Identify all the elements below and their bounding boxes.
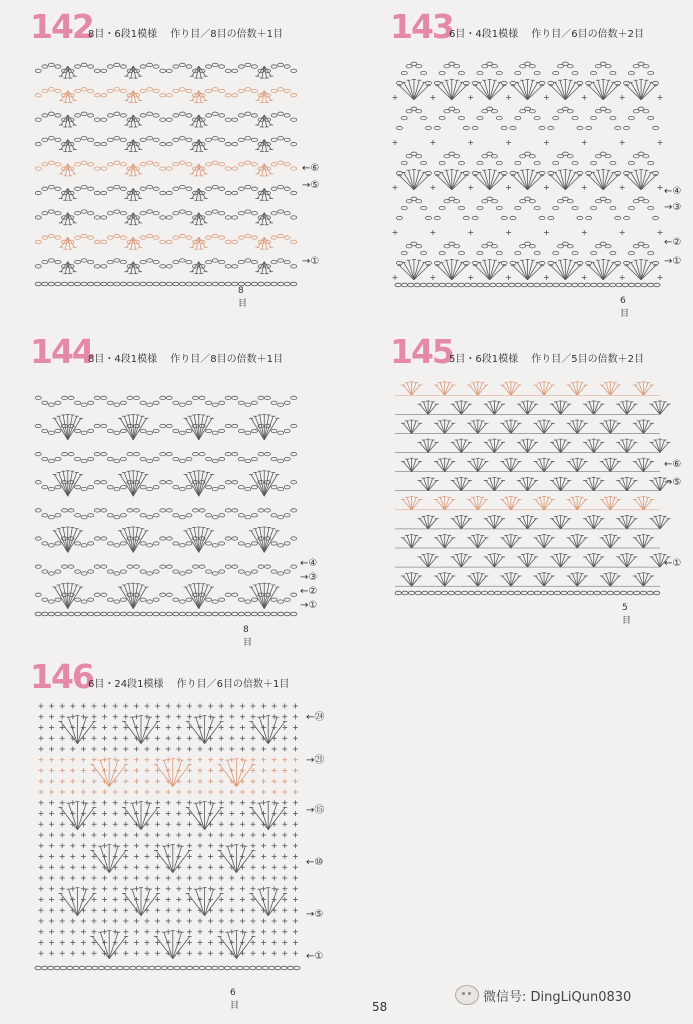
row-marker: →① (664, 256, 682, 267)
page-number: 58 (372, 1000, 388, 1014)
stitch-symbols (35, 700, 300, 970)
row-marker: ←④ (664, 186, 682, 197)
stitch-chart (35, 375, 297, 620)
stitch-chart (395, 45, 660, 290)
row-marker: ←① (306, 951, 324, 962)
row-marker: →① (300, 600, 318, 611)
row-marker: →⑤ (664, 477, 682, 488)
pattern-number: 142 (30, 7, 93, 46)
stitch-chart (35, 50, 297, 290)
stitch-symbols (395, 45, 660, 290)
row-marker: →③ (664, 202, 682, 213)
pattern-spec: 5目・6段1模様 作り目／5目の倍数＋2目 (449, 354, 645, 365)
row-marker: →⑮ (306, 805, 325, 816)
row-marker: ←② (300, 586, 318, 597)
pattern-spec: 8目・4段1模様 作り目／8目の倍数＋1目 (88, 354, 284, 365)
row-marker: ←④ (300, 558, 318, 569)
pattern-spec: 6目・4段1模様 作り目／6目の倍数＋2目 (449, 29, 645, 40)
pattern-number: 144 (30, 332, 93, 371)
watermark-text: 微信号: DingLiQun0830 (483, 989, 632, 1005)
row-marker: ←⑥ (664, 459, 682, 470)
repeat-label: 6目 (620, 296, 630, 319)
stitch-chart (395, 372, 660, 597)
row-marker: →㉑ (306, 755, 325, 766)
repeat-label: 8目 (243, 625, 253, 648)
row-marker: ←⑩ (306, 857, 324, 868)
row-marker: →⑤ (306, 909, 324, 920)
wechat-icon (455, 985, 479, 1005)
pattern-number: 143 (390, 7, 453, 46)
repeat-label: 6目 (230, 988, 240, 1011)
pattern-spec: 6目・24段1模様 作り目／6目の倍数＋1目 (88, 679, 290, 690)
stitch-chart (35, 700, 300, 970)
row-marker: ←② (664, 237, 682, 248)
watermark (455, 985, 631, 1005)
stitch-symbols (35, 375, 297, 620)
repeat-label: 8目 (238, 286, 248, 309)
pattern-number: 145 (390, 332, 453, 371)
stitch-symbols (35, 50, 297, 290)
row-marker: →① (302, 256, 320, 267)
pattern-number: 146 (30, 657, 93, 696)
row-marker: →⑤ (302, 180, 320, 191)
stitch-symbols (395, 372, 660, 597)
repeat-label: 5目 (622, 603, 632, 626)
pattern-spec: 8目・6段1模様 作り目／8目の倍数＋1目 (88, 29, 284, 40)
row-marker: ←㉔ (306, 712, 325, 723)
row-marker: ←① (664, 558, 682, 569)
row-marker: →③ (300, 572, 318, 583)
row-marker: ←⑥ (302, 163, 320, 174)
